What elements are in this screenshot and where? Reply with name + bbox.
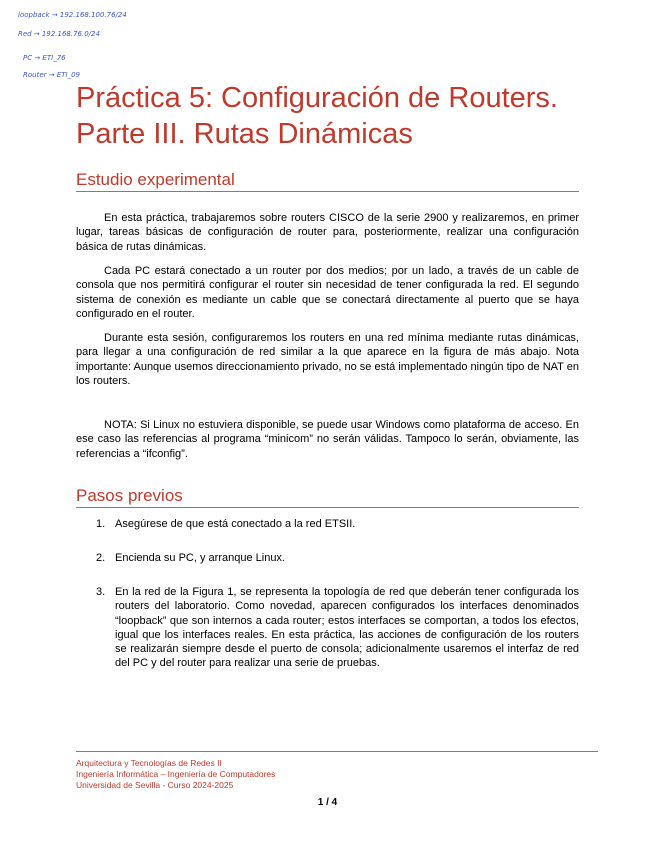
paragraph-connections: Cada PC estará conectado a un router por dos medios; por un lado, a través de un cable de consola que nos permitirá configurar el router sin necesidad de tener configurada la red. El segundo sistema de conexión es mediante un cable que se conectará directamente al puerto que se haya configurado en el router. xyxy=(76,265,579,320)
page-title xyxy=(76,80,636,152)
step-number: 2. xyxy=(96,552,106,564)
footer-university: Universidad de Sevilla - Curso 2024-2025 xyxy=(76,780,234,790)
step-text: En la red de la Figura 1, se representa la topología de red que deberán tener configurada los routers del laboratorio. Como novedad, aparecen configurados los interfaces denominados “loopback” que son internos a cada router; estos interfaces se comportan, a todos los efectos, igual que los interfaces reales. En esta práctica, las acciones de configuración de los routers se realizarán siempre desde el puerto de consola; adicionalmente usaremos el interfaz de red del PC y del router para realizar una serie de pruebas. xyxy=(115,586,579,670)
handwritten-note-pc: PC → ETI_76 xyxy=(23,54,66,62)
paragraph-intro: En esta práctica, trabajaremos sobre routers CISCO de la serie 2900 y realizaremos, en primer lugar, tareas básicas de configuración de router para, posteriormente, realizar una configuración básica de rutas dinámicas. xyxy=(76,212,579,253)
step-text: Asegúrese de que está conectado a la red ETSII. xyxy=(115,518,356,530)
title-line-1: Práctica 5: Configuración de Routers. xyxy=(76,82,558,114)
paragraph-session: Durante esta sesión, configuraremos los routers en una red mínima mediante rutas dinámicas, para llegar a una configuración de red similar a la que aparece en la figura de más abajo. Nota importante: Aunque usemos direccionamiento privado, no se está implementado ningún tipo de NAT en los routers. xyxy=(76,332,579,387)
section-heading-estudio: Estudio experimental xyxy=(76,170,579,192)
footer-course: Arquitectura y Tecnologías de Redes II xyxy=(76,758,222,768)
step-number: 3. xyxy=(96,586,106,598)
page-number: 1 / 4 xyxy=(317,797,338,808)
handwritten-note-red: Red → 192.168.76.0/24 xyxy=(18,30,100,38)
step-number: 1. xyxy=(96,518,106,530)
step-text: Encienda su PC, y arranque Linux. xyxy=(115,552,285,564)
section-heading-pasos: Pasos previos xyxy=(76,486,579,508)
footer-divider xyxy=(76,751,598,752)
footer-degree: Ingeniería Informática – Ingeniería de Computadores xyxy=(76,769,276,779)
paragraph-note: NOTA: Si Linux no estuviera disponible, se puede usar Windows como plataforma de acceso. En ese caso las referencias al programa “minicom” no serán válidas. Tampoco lo serán, obviamente, las referencias a “ifconfig”. xyxy=(76,419,579,460)
handwritten-note-router: Router → ETI_09 xyxy=(23,71,80,79)
title-line-2: Parte III. Rutas Dinámicas xyxy=(76,118,413,150)
handwritten-note-loopback: loopback → 192.168.100.76/24 xyxy=(18,11,127,19)
